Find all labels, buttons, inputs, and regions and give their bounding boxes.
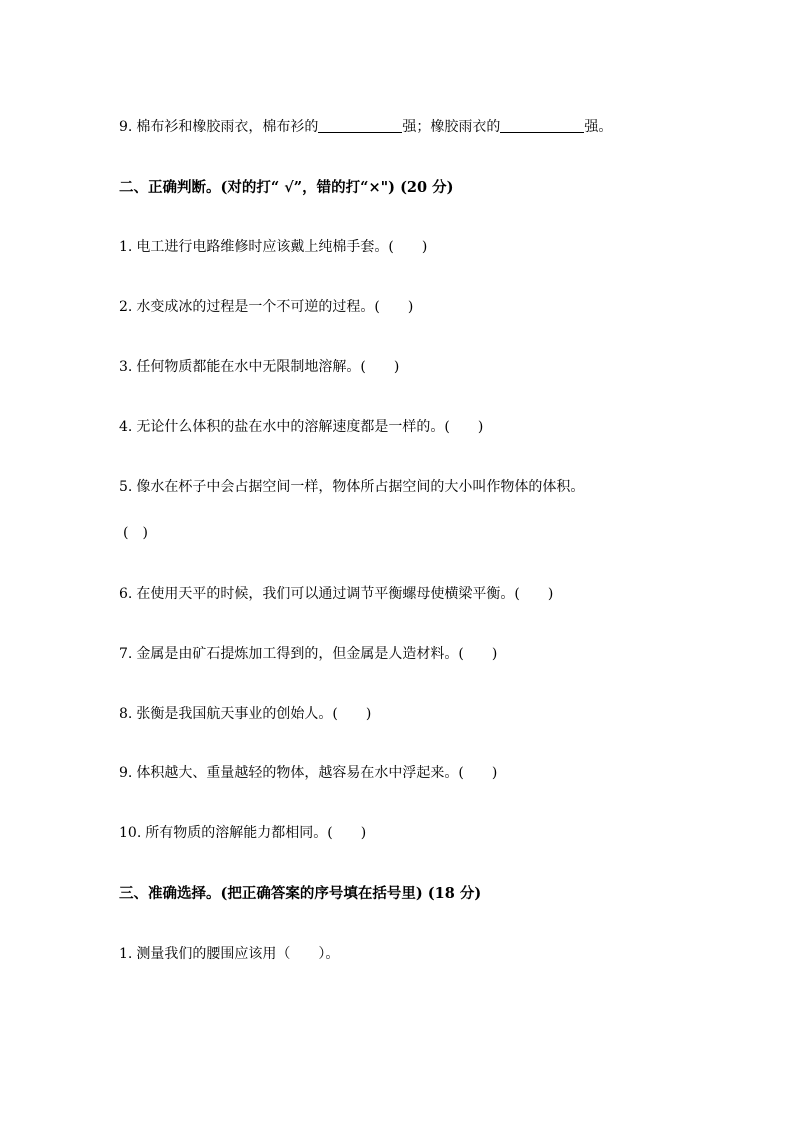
judgment-question-8 [119,705,371,723]
judgment-question-10 [119,824,366,842]
question-text: 电工进行电路维修时应该戴上纯棉手套。( ) [136,239,428,255]
judgment-question-2 [119,298,413,316]
judgment-question-6 [119,585,553,603]
question-number: 9. [119,119,133,135]
question-number: 8. [119,706,133,722]
question-number: 10. [119,825,142,841]
question-text-part2: 强；橡胶雨衣的 [402,119,501,135]
fill-question-9 [119,118,612,136]
question-number: 4. [119,419,133,435]
question-text: 张衡是我国航天事业的创始人。( ) [136,706,372,722]
question-number: 5. [119,479,133,495]
judgment-question-7 [119,645,497,663]
question-number: 3. [119,359,133,375]
judgment-question-1 [119,238,427,256]
section-heading-judgment: 二、正确判断。(对的打“ √”，错的打“×") (20 分) [119,179,454,196]
question-text: 测量我们的腰围应该用（ ）。 [136,946,340,962]
question-text: 金属是由矿石提炼加工得到的，但金属是人造材料。( ) [136,646,498,662]
question-text-part1: 棉布衫和橡胶雨衣，棉布衫的 [136,119,319,135]
question-text: 体积越大、重量越轻的物体，越容易在水中浮起来。( ) [136,765,498,781]
question-text: 水变成冰的过程是一个不可逆的过程。( ) [136,299,414,315]
answer-blank-1[interactable] [318,118,402,133]
judgment-question-4 [119,418,483,436]
section-heading-choice: 三、准确选择。(把正确答案的序号填在括号里) (18 分) [119,885,482,902]
question-text: 任何物质都能在水中无限制地溶解。( ) [136,359,400,375]
question-number: 6. [119,586,133,602]
question-number: 9. [119,765,133,781]
choice-question-1 [119,945,339,963]
question-text: 像水在杯子中会占据空间一样，物体所占据空间的大小叫作物体的体积。 [136,479,585,495]
question-number: 2. [119,299,133,315]
question-number: 1. [119,239,133,255]
question-text-part3: 强。 [584,119,613,135]
judgment-question-5 [119,478,584,496]
question-text: 无论什么体积的盐在水中的溶解速度都是一样的。( ) [136,419,484,435]
question-number: 7. [119,646,133,662]
judgment-question-5-answer[interactable]: ( ) [123,525,148,541]
judgment-question-9 [119,764,497,782]
judgment-question-3 [119,358,399,376]
question-text: 在使用天平的时候，我们可以通过调节平衡螺母使横梁平衡。( ) [136,586,554,602]
question-number: 1. [119,946,133,962]
question-text: 所有物质的溶解能力都相同。( ) [145,825,367,841]
answer-blank-2[interactable] [500,118,584,133]
